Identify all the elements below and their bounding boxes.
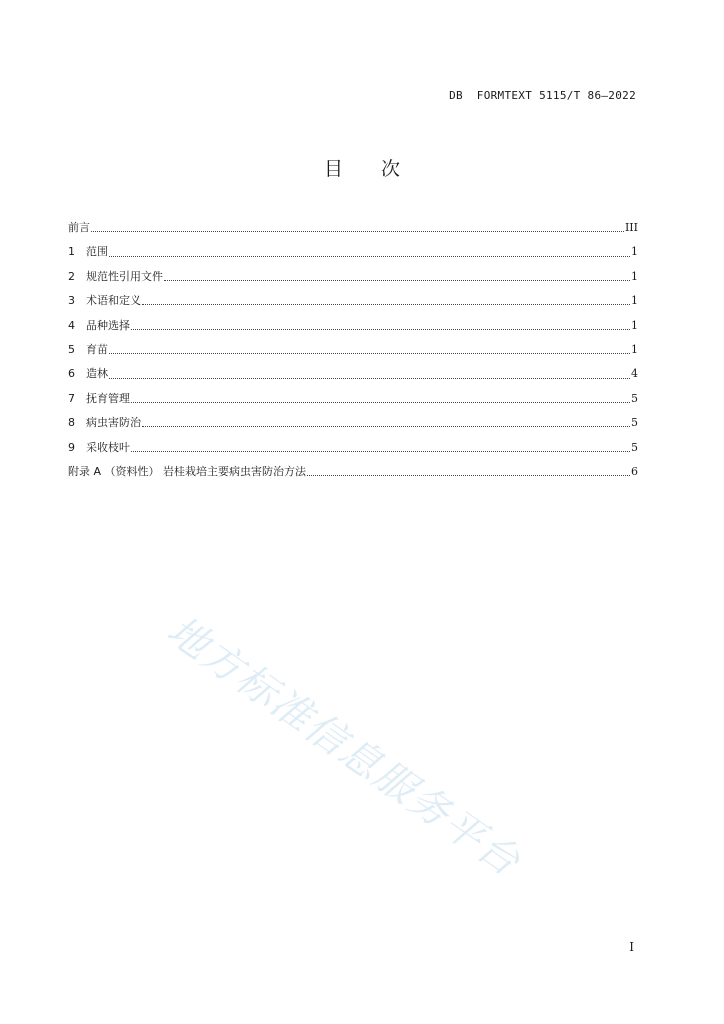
toc-leader-dots [131, 328, 630, 330]
toc-leader-dots [109, 377, 630, 379]
table-of-contents [68, 216, 638, 484]
toc-entry-label: 术语和定义 [86, 294, 141, 308]
page-number: I [629, 940, 634, 954]
toc-entry[interactable] [68, 411, 638, 435]
toc-entry-number: 5 [68, 342, 75, 356]
toc-entry-label: 抚育管理 [86, 391, 130, 405]
toc-entry-page: 1 [631, 318, 638, 332]
toc-entry-label: 采收枝叶 [86, 440, 130, 454]
toc-entry-label: 育苗 [86, 342, 108, 356]
toc-entry-page: 1 [631, 342, 638, 356]
toc-entry-number: 7 [68, 391, 75, 405]
toc-entry[interactable] [68, 314, 638, 338]
toc-leader-dots [142, 303, 630, 305]
toc-entry-label: 前言 [68, 221, 90, 234]
toc-entry-page: 1 [631, 245, 638, 259]
document-code: DB FORMTEXT 5115/T 86—2022 [449, 89, 636, 102]
toc-entry-label: 品种选择 [86, 318, 130, 332]
toc-entry[interactable] [68, 436, 638, 460]
toc-leader-dots [164, 279, 630, 281]
toc-entry[interactable] [68, 289, 638, 313]
toc-entry-number: 8 [68, 416, 75, 430]
toc-entry-number: 4 [68, 318, 75, 332]
toc-leader-dots [109, 352, 630, 354]
toc-entry-number: 1 [68, 245, 75, 259]
toc-entry-page: 1 [631, 269, 638, 283]
toc-entry-label: 附录 A （资料性） 岩桂栽培主要病虫害防治方法 [68, 464, 307, 478]
toc-entry-page: 6 [631, 464, 638, 478]
toc-leader-dots [91, 230, 624, 232]
toc-entry-appendix[interactable] [68, 460, 638, 484]
toc-entry-number: 3 [68, 294, 75, 308]
toc-leader-dots [307, 474, 630, 476]
toc-leader-dots [131, 401, 630, 403]
toc-entry-page: 5 [631, 440, 638, 454]
toc-entry-number: 9 [68, 440, 75, 454]
toc-entry-label: 造林 [86, 367, 108, 381]
toc-entry-page: 1 [631, 294, 638, 308]
toc-entry-label: 规范性引用文件 [86, 269, 163, 283]
watermark: 地方标准信息服务平台 [158, 607, 529, 886]
toc-leader-dots [109, 255, 630, 257]
toc-entry[interactable] [68, 387, 638, 411]
toc-title: 目次 [323, 158, 438, 180]
toc-entry-page: 5 [631, 416, 638, 430]
toc-entry[interactable] [68, 240, 638, 264]
toc-entry-number: 6 [68, 367, 75, 381]
toc-entry-number: 2 [68, 269, 75, 283]
toc-entry[interactable] [68, 216, 638, 240]
toc-entry-page: 4 [631, 367, 638, 381]
toc-entry-page: III [624, 221, 638, 234]
toc-leader-dots [131, 450, 630, 452]
toc-entry[interactable] [68, 338, 638, 362]
toc-entry-page: 5 [631, 391, 638, 405]
toc-entry-label: 范围 [86, 245, 108, 259]
toc-entry[interactable] [68, 362, 638, 386]
toc-entry[interactable] [68, 265, 638, 289]
toc-leader-dots [142, 425, 630, 427]
toc-entry-label: 病虫害防治 [86, 416, 141, 430]
